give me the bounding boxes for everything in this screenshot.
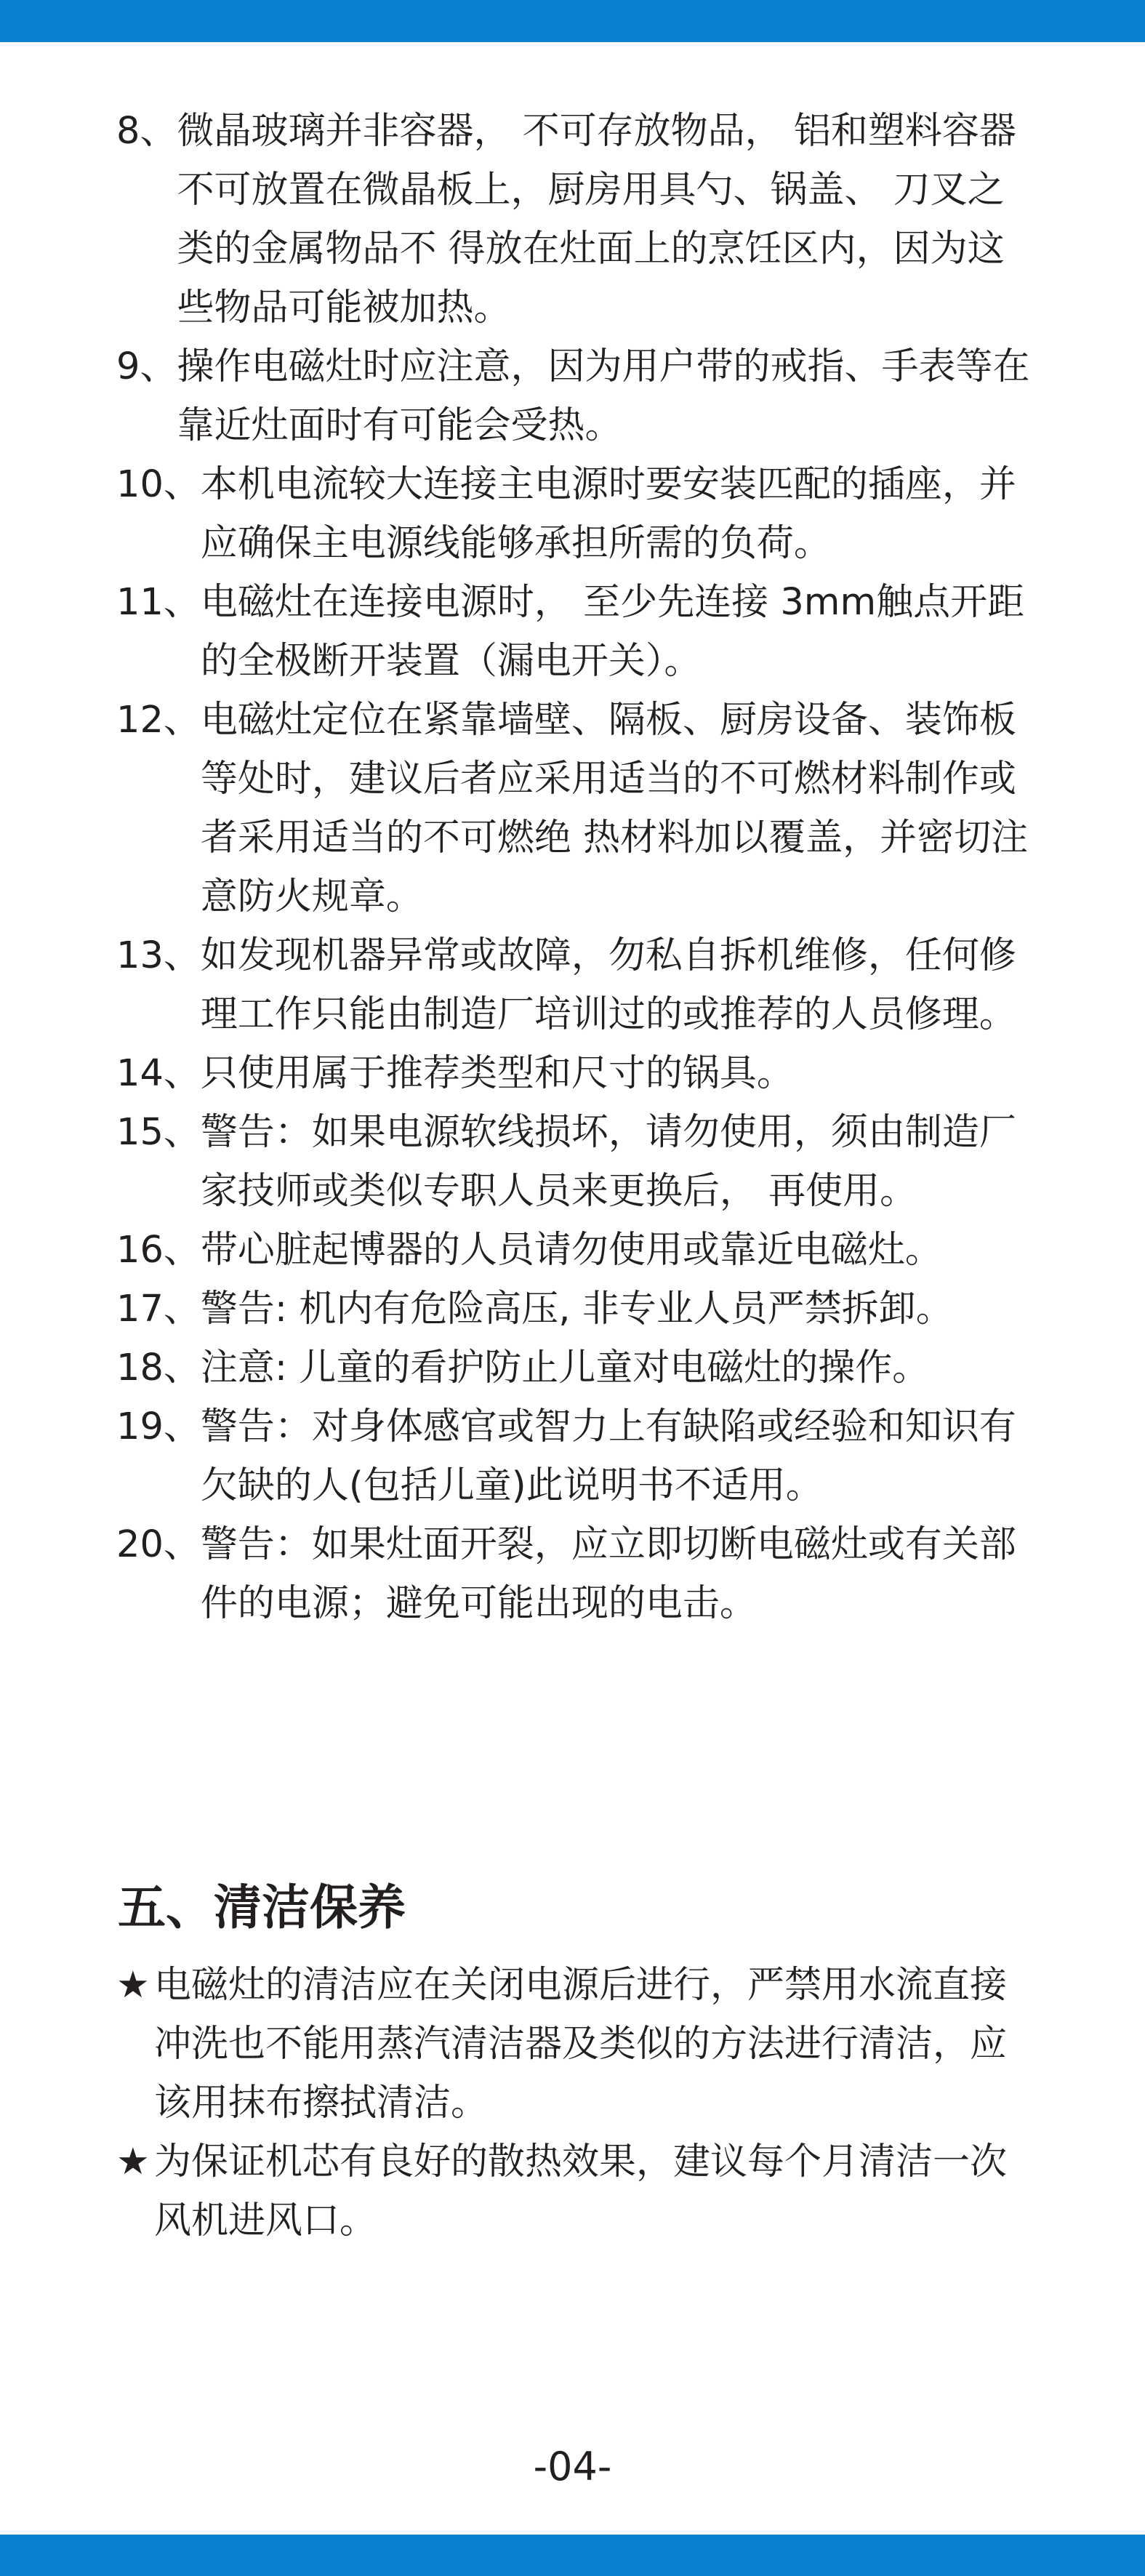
- list-item: [116, 455, 1032, 573]
- section-title: 五、清洁保养: [118, 1879, 406, 1935]
- item-number: 12、: [116, 699, 201, 742]
- item-text: 如发现机器异常或故障，勿私自拆机维修，任何修理工作只能由制造厂培训过的或推荐的人员修理。: [200, 934, 1016, 1036]
- item-text: 电磁灶定位在紧靠墙壁、隔板、厨房设备、装饰板等处时，建议后者应采用适当的不可燃材料制作或者采用适当的不可燃绝 热材料加以覆盖，并密切注意防火规章。: [200, 699, 1029, 918]
- item-text: 注意: 儿童的看护防止儿童对电磁灶的操作。: [200, 1347, 930, 1389]
- item-number: 19、: [116, 1405, 201, 1448]
- item-number: 20、: [116, 1523, 201, 1566]
- list-item: [116, 1103, 1032, 1221]
- item-text: 为保证机芯有良好的散热效果，建议每个月清洁一次风机进风口。: [154, 2140, 1008, 2242]
- item-number: 16、: [116, 1229, 201, 1272]
- list-item: [116, 337, 1032, 455]
- item-text: 本机电流较大连接主电源时要安装匹配的插座，并应确保主电源线能够承担所需的负荷。: [200, 463, 1016, 565]
- item-text: 只使用属于推荐类型和尺寸的锅具。: [200, 1052, 794, 1095]
- item-text: 电磁灶在连接电源时， 至少先连接 3mm触点开距的全极断开装置（漏电开关）。: [200, 581, 1025, 683]
- item-number: 11、: [116, 581, 201, 624]
- list-item: [116, 2132, 1032, 2250]
- item-number: 18、: [116, 1347, 201, 1389]
- item-text: 微晶玻璃并非容器， 不可存放物品， 铝和塑料容器不可放置在微晶板上，厨房用具勺、锅盖、 刀叉之类的金属物品不 得放在灶面上的烹饪区内，因为这些物品可能被加热。: [177, 110, 1016, 329]
- item-text: 带心脏起博器的人员请勿使用或靠近电磁灶。: [200, 1229, 942, 1272]
- list-item: [116, 1044, 1032, 1103]
- item-text: 警告: 机内有危险高压, 非专业人员严禁拆卸。: [200, 1288, 953, 1331]
- star-icon: ★: [116, 2140, 150, 2183]
- list-item: [116, 1221, 1032, 1280]
- item-number: 13、: [116, 934, 201, 977]
- safety-list: [116, 102, 1032, 1633]
- item-number: 14、: [116, 1052, 201, 1095]
- item-text: 警告：对身体感官或智力上有缺陷或经验和知识有欠缺的人(包括儿童)此说明书不适用。: [200, 1405, 1016, 1507]
- item-number: 15、: [116, 1111, 201, 1154]
- list-item: [116, 1397, 1032, 1515]
- list-item: [116, 926, 1032, 1044]
- item-number: 8、: [116, 110, 177, 153]
- list-item: [116, 1280, 1032, 1339]
- page-number: -04-: [533, 2444, 612, 2489]
- list-item: [116, 1515, 1032, 1633]
- star-icon: ★: [116, 1964, 150, 2007]
- item-text: 警告：如果灶面开裂，应立即切断电磁灶或有关部件的电源；避免可能出现的电击。: [200, 1523, 1016, 1625]
- list-item: [116, 691, 1032, 926]
- list-item: [116, 573, 1032, 691]
- list-item: [116, 1956, 1032, 2132]
- item-text: 警告：如果电源软线损坏，请勿使用，须由制造厂家技师或类似专职人员来更换后， 再使用。: [200, 1111, 1016, 1213]
- item-number: 10、: [116, 463, 201, 506]
- bottom-band: [0, 2535, 1145, 2576]
- top-band: [0, 0, 1145, 42]
- item-number: 9、: [116, 345, 177, 388]
- cleaning-list: [116, 1956, 1032, 2250]
- list-item: [116, 1339, 1032, 1397]
- item-text: 电磁灶的清洁应在关闭电源后进行，严禁用水流直接冲洗也不能用蒸汽清洁器及类似的方法进行清洁，应该用抹布擦拭清洁。: [154, 1964, 1008, 2124]
- item-text: 操作电磁灶时应注意，因为用户带的戒指、手表等在靠近灶面时有可能会受热。: [177, 345, 1030, 447]
- item-number: 17、: [116, 1288, 201, 1331]
- list-item: [116, 102, 1032, 337]
